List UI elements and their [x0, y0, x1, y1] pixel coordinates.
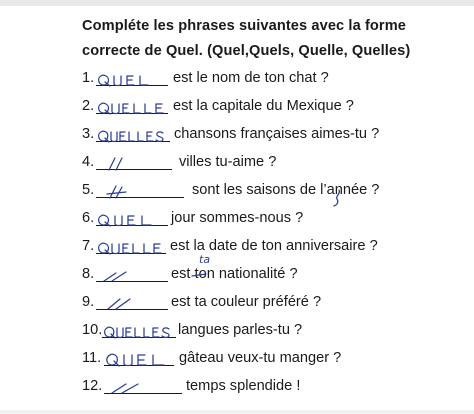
item-number: 11.	[82, 350, 102, 366]
top-divider	[0, 0, 474, 6]
sentence-text: est ton nationalité ?	[171, 266, 298, 282]
answer-blank[interactable]	[96, 66, 168, 90]
item-number: 8.	[82, 266, 95, 282]
sentence-text: gâteau veux-tu manger ?	[179, 350, 342, 366]
sentence-text: villes tu-aime ?	[179, 154, 277, 170]
bottom-divider	[0, 410, 474, 414]
handwritten-answer-dash	[104, 374, 182, 398]
answer-blank[interactable]	[102, 318, 176, 342]
item-number: 9.	[82, 294, 95, 310]
sentence-text: est la capitale du Mexique ?	[173, 98, 354, 114]
title-line-2: correcte de Quel. (Quel,Quels, Quelle, Quelles)	[82, 43, 411, 59]
sentence-text: est le nom de ton chat ?	[173, 70, 329, 86]
answer-blank[interactable]	[104, 346, 174, 370]
sentence-text: temps splendide !	[186, 378, 301, 394]
worksheet-title	[82, 14, 462, 64]
handwritten-answer-quelle	[96, 234, 166, 258]
sentence-text: langues parles-tu ?	[178, 322, 303, 338]
item-number: 5.	[82, 182, 95, 198]
handwritten-answer-dash	[96, 262, 168, 286]
answer-blank[interactable]	[96, 122, 170, 146]
sentence-text: est ta couleur préféré ?	[171, 294, 322, 310]
handwritten-answer-dash	[96, 178, 184, 202]
item-number: 7.	[82, 238, 95, 254]
title-line-1: Compléte les phrases suivantes avec la forme	[82, 18, 406, 34]
handwritten-answer-quelles	[102, 318, 176, 342]
sentence-text: chansons françaises aimes-tu ?	[174, 126, 380, 142]
answer-blank[interactable]	[96, 206, 168, 230]
item-number: 2.	[82, 98, 95, 114]
handwritten-answer-dash	[96, 150, 172, 174]
answer-blank[interactable]	[96, 94, 168, 118]
handwritten-correction: ta	[199, 253, 211, 266]
sentence-text: sont les saisons de l’année ?	[192, 182, 380, 198]
handwritten-answer-quel	[104, 346, 174, 370]
answer-blank[interactable]	[96, 234, 166, 258]
answer-blank[interactable]	[104, 374, 182, 398]
answer-blank[interactable]	[96, 262, 168, 286]
item-number: 1.	[82, 70, 95, 86]
item-number: 3.	[82, 126, 95, 142]
answer-blank[interactable]	[96, 178, 184, 202]
item-number: 6.	[82, 210, 95, 226]
handwritten-answer-quel	[96, 66, 168, 90]
handwritten-answer-dash	[96, 290, 168, 314]
handwritten-answer-quelle	[96, 94, 168, 118]
handwritten-answer-quel	[96, 206, 168, 230]
handwritten-mark-icon	[331, 188, 345, 208]
answer-blank[interactable]	[96, 290, 168, 314]
strikethrough-mark-icon	[190, 266, 208, 284]
sentence-text: est la date de ton anniversaire ?	[170, 238, 378, 254]
handwritten-answer-quelles	[96, 122, 170, 146]
answer-blank[interactable]	[96, 150, 172, 174]
item-number: 10.	[82, 322, 103, 338]
item-number: 12.	[82, 378, 103, 394]
item-number: 4.	[82, 154, 95, 170]
sentence-text: jour sommes-nous ?	[171, 210, 304, 226]
